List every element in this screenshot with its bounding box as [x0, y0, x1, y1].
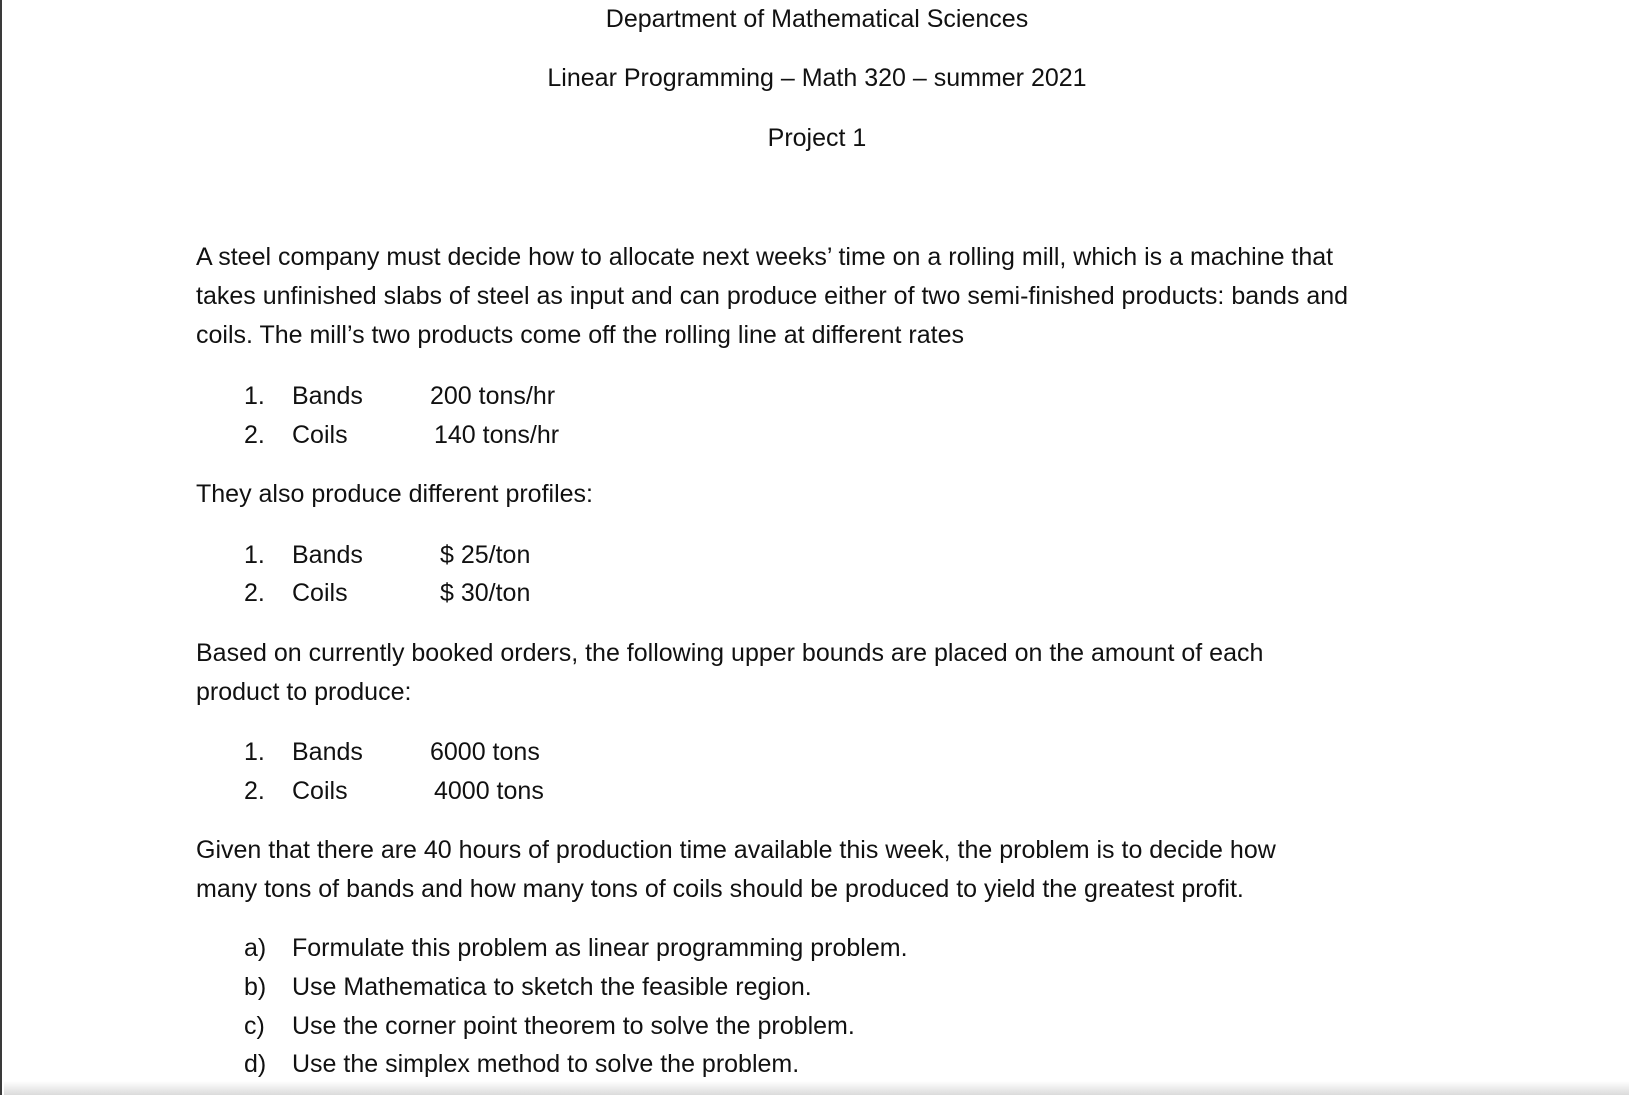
bounds-intro-line: product to produce:: [196, 678, 412, 706]
project-title: Project 1: [767, 124, 867, 152]
task-text: Formulate this problem as linear programming problem.: [292, 934, 908, 962]
bounds-intro-line: Based on currently booked orders, the following upper bounds are placed on the amount of each: [196, 639, 1264, 667]
task-letter: c): [244, 1012, 265, 1040]
list-number: 2.: [244, 777, 265, 805]
list-number: 2.: [244, 579, 265, 607]
list-value: $ 25/ton: [440, 541, 531, 569]
list-product: Bands: [292, 382, 363, 410]
department-title: Department of Mathematical Sciences: [605, 5, 1029, 33]
bounds-intro: [196, 634, 1456, 712]
list-value: $ 30/ton: [440, 579, 531, 607]
list-product: Bands: [292, 738, 363, 766]
profiles-intro: They also produce different profiles:: [196, 480, 593, 508]
intro-line: A steel company must decide how to allocate next weeks’ time on a rolling mill, which is a machine that: [196, 243, 1334, 271]
list-value: 140 tons/hr: [434, 421, 560, 449]
list-product: Coils: [292, 777, 348, 805]
list-number: 1.: [244, 541, 265, 569]
list-value: 6000 tons: [430, 738, 540, 766]
task-text: Use the simplex method to solve the problem.: [292, 1050, 800, 1078]
list-number: 1.: [244, 738, 265, 766]
page-bottom-shadow: [4, 1081, 1629, 1095]
task-letter: b): [244, 973, 267, 1001]
task-text: Use Mathematica to sketch the feasible region.: [292, 973, 812, 1001]
course-title: Linear Programming – Math 320 – summer 2021: [547, 64, 1087, 92]
list-value: 4000 tons: [434, 777, 544, 805]
list-value: 200 tons/hr: [430, 382, 556, 410]
problem-line: Given that there are 40 hours of production time available this week, the problem is to decide how: [196, 836, 1276, 864]
task-text: Use the corner point theorem to solve the problem.: [292, 1012, 855, 1040]
list-product: Bands: [292, 541, 363, 569]
list-number: 1.: [244, 382, 265, 410]
task-letter: d): [244, 1050, 267, 1078]
intro-line: takes unfinished slabs of steel as input and can produce either of two semi-finished products: bands and: [196, 282, 1349, 310]
list-product: Coils: [292, 579, 348, 607]
list-number: 2.: [244, 421, 265, 449]
list-product: Coils: [292, 421, 348, 449]
problem-line: many tons of bands and how many tons of coils should be produced to yield the greatest profit.: [196, 875, 1244, 903]
task-letter: a): [244, 934, 267, 962]
intro-line: coils. The mill’s two products come off the rolling line at different rates: [196, 321, 964, 349]
intro-paragraph: [196, 238, 1456, 355]
problem-paragraph: [196, 831, 1456, 909]
